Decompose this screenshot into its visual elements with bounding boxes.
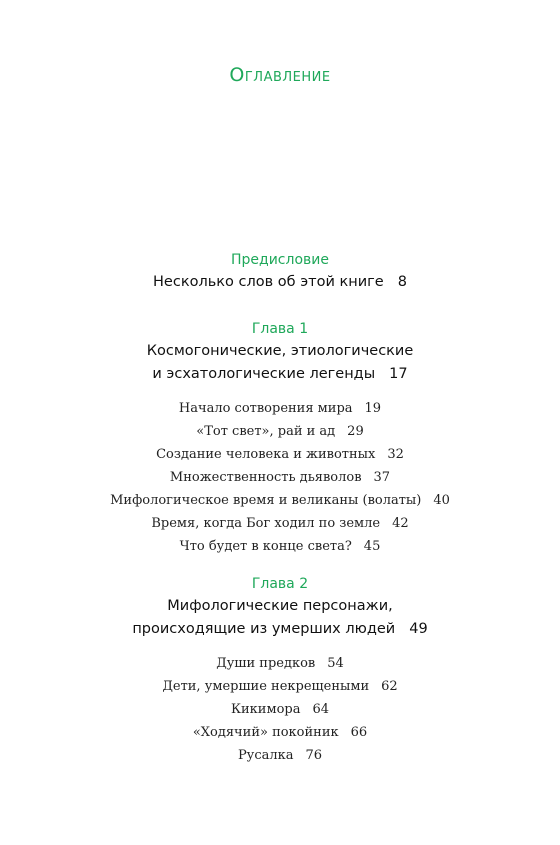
preface-heading[interactable] xyxy=(0,271,560,294)
toc-entry-text: Время, когда Бог ходил по земле xyxy=(151,516,381,531)
chapter2-page-number: 49 xyxy=(409,621,428,637)
preface-label: Предисловие xyxy=(231,252,329,268)
chapter2-heading[interactable] xyxy=(0,595,560,641)
toc-entry[interactable] xyxy=(0,420,560,443)
chapter2-subsections xyxy=(0,652,560,767)
chapter1-section xyxy=(0,318,560,558)
toc-entry-page: 76 xyxy=(305,748,323,763)
toc-entry[interactable] xyxy=(0,466,560,489)
chapter1-subsections xyxy=(0,397,560,558)
chapter1-heading-line2: и эсхатологические легенды xyxy=(152,366,376,382)
toc-entry[interactable] xyxy=(0,512,560,535)
chapter1-heading[interactable] xyxy=(0,340,560,386)
chapter1-page-number: 17 xyxy=(389,366,408,382)
toc-entry[interactable] xyxy=(0,489,560,512)
toc-entry-text: Начало сотворения мира xyxy=(178,401,353,416)
toc-entry-page: 29 xyxy=(347,424,364,439)
toc-entry[interactable] xyxy=(0,698,560,721)
chapter2-heading-line2-row xyxy=(0,618,560,641)
toc-entry-page: 66 xyxy=(350,725,368,740)
preface-section xyxy=(0,249,560,294)
toc-entry-text: Создание человека и животных xyxy=(156,447,376,462)
toc-entry-page: 54 xyxy=(327,656,344,671)
toc-entry-page: 64 xyxy=(312,702,330,717)
preface-page-number: 8 xyxy=(397,274,407,290)
toc-entry-text: Мифологическое время и великаны (волаты) xyxy=(110,493,422,508)
toc-entry[interactable] xyxy=(0,744,560,767)
toc-entry-page: 37 xyxy=(373,470,391,485)
toc-entry-page: 32 xyxy=(387,447,404,462)
toc-entry-text: Дети, умершие некрещеными xyxy=(162,679,370,694)
toc-entry-text: «Ходячий» покойник xyxy=(192,725,339,740)
toc-entry-text: Множественность дьяволов xyxy=(169,470,362,485)
toc-entry-page: 62 xyxy=(381,679,398,694)
toc-entry[interactable] xyxy=(0,397,560,420)
chapter1-heading-line1: Космогонические, этиологические xyxy=(146,343,414,359)
preface-heading-text: Несколько слов об этой книге xyxy=(153,274,384,290)
toc-entry[interactable] xyxy=(0,675,560,698)
chapter1-label: Глава 1 xyxy=(251,321,309,337)
chapter1-heading-line2-row xyxy=(0,363,560,386)
toc-entry[interactable] xyxy=(0,652,560,675)
toc-entry-text: «Тот свет», рай и ад xyxy=(196,424,336,439)
toc-entry-page: 42 xyxy=(392,516,409,531)
toc-entry-page: 45 xyxy=(363,539,381,554)
page-title: Оглавление xyxy=(229,64,331,86)
chapter2-heading-line2: происходящие из умерших людей xyxy=(132,621,396,637)
toc-entry-page: 19 xyxy=(364,401,382,416)
chapter2-section xyxy=(0,573,560,767)
toc-entry-text: Что будет в конце света? xyxy=(179,539,352,554)
toc-entry[interactable] xyxy=(0,721,560,744)
toc-entry[interactable] xyxy=(0,535,560,558)
toc-entry[interactable] xyxy=(0,443,560,466)
chapter2-heading-line1: Мифологические персонажи, xyxy=(167,598,393,614)
toc-entry-page: 40 xyxy=(433,493,450,508)
toc-entry-text: Кикимора xyxy=(230,702,301,717)
toc-entry-text: Души предков xyxy=(216,656,316,671)
chapter2-label: Глава 2 xyxy=(251,576,309,592)
toc-entry-text: Русалка xyxy=(237,748,294,763)
